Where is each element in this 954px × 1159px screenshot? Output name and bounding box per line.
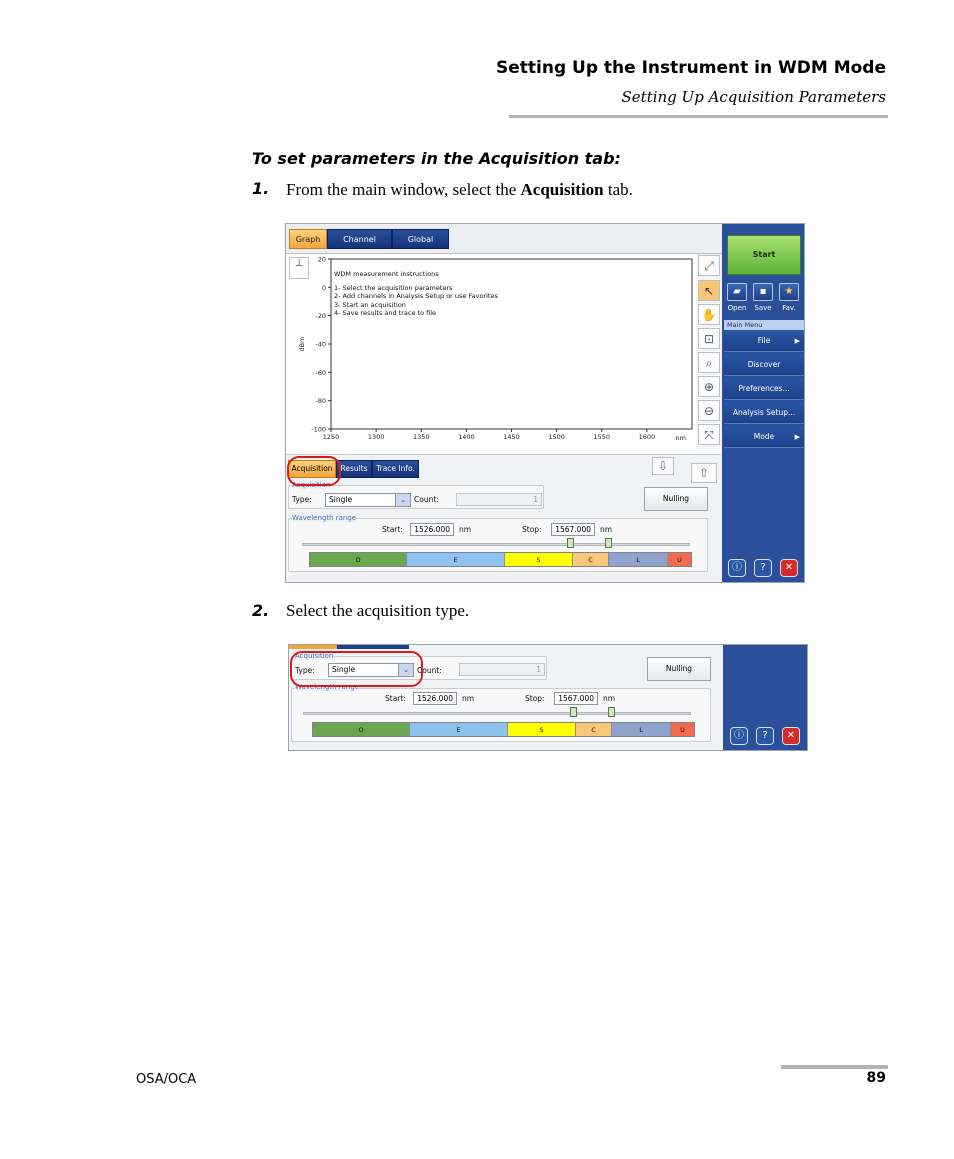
x-axis-label: nm [675, 434, 686, 442]
menu-item-discover[interactable]: Discover [724, 354, 804, 376]
header-rule [509, 115, 888, 118]
zoom-in-icon[interactable]: ⊕ [698, 376, 720, 397]
start-slider-handle[interactable] [570, 707, 577, 717]
tab-trace-info[interactable]: Trace Info. [372, 460, 419, 478]
x-tick-label: 1500 [548, 433, 565, 441]
y-tick-label: 20 [317, 255, 326, 264]
main-sidebar [722, 224, 805, 583]
menu-item-file[interactable]: File ▶ [724, 330, 804, 352]
stop-label: Stop: [522, 525, 542, 534]
start-slider-handle[interactable] [567, 538, 574, 548]
stop-slider-handle[interactable] [608, 707, 615, 717]
marker-icon[interactable]: ⊥ [289, 257, 309, 279]
band-l: L [609, 553, 668, 566]
close-icon[interactable]: ✕ [782, 727, 800, 745]
count-field[interactable]: 1 [459, 663, 545, 676]
count-field[interactable]: 1 [456, 493, 542, 506]
wavelength-slider-track[interactable] [302, 543, 690, 546]
instruction-line: 2- Add channels in Analysis Setup or use Favorites [334, 292, 498, 301]
full-view-icon[interactable]: ⤧ [698, 424, 720, 445]
x-tick-label: 1300 [367, 433, 385, 441]
instruction-line: 4- Save results and trace to file [334, 308, 437, 317]
y-axis-label: dBm [298, 336, 306, 352]
x-tick-label: 1600 [638, 433, 656, 441]
start-wavelength-field[interactable]: 1526.000 [410, 523, 454, 536]
instruction-line: 3- Start an acquisition [334, 300, 406, 309]
start-button[interactable]: Start [727, 235, 801, 275]
graph-toolbar [696, 254, 722, 449]
acquisition-type-screenshot [288, 644, 808, 751]
open-label: Open [727, 304, 747, 312]
collapse-down-icon[interactable]: ⇩ [652, 457, 674, 475]
graph-area [286, 254, 722, 449]
sidebar-fragment [723, 645, 808, 751]
y-tick-label: -60 [315, 368, 326, 377]
chevron-down-icon: ⌄ [398, 664, 413, 676]
favorites-star-icon[interactable]: ★ [779, 283, 799, 301]
type-select-callout [290, 651, 423, 687]
info-icon[interactable]: ⓘ [728, 559, 746, 577]
acquisition-tab-callout [287, 456, 341, 486]
info-icon[interactable]: ⓘ [730, 727, 748, 745]
nulling-button[interactable]: Nulling [647, 657, 711, 681]
help-icon[interactable]: ? [754, 559, 772, 577]
band-l: L [612, 723, 671, 736]
stop-unit: nm [600, 525, 613, 534]
count-label: Count: [417, 666, 442, 675]
stop-label: Stop: [525, 694, 545, 703]
tab-graph[interactable]: Graph [289, 229, 327, 249]
start-label: Start: [382, 525, 403, 534]
cropped-tab-strip [289, 645, 409, 649]
wavelength-range-label: Wavelength range [292, 514, 357, 522]
step-number: 1. [252, 179, 270, 198]
band-u: U [671, 723, 694, 736]
tab-results[interactable]: Results [336, 460, 372, 478]
count-label: Count: [414, 495, 439, 504]
stop-wavelength-field[interactable]: 1567.000 [554, 692, 598, 705]
band-e: E [410, 723, 508, 736]
menu-item-analysis-setup[interactable]: Analysis Setup... [724, 402, 804, 424]
type-select[interactable]: Single ⌄ [328, 663, 414, 677]
pointer-icon[interactable]: ↖ [698, 280, 720, 301]
type-label: Type: [292, 495, 312, 504]
y-tick-label: -100 [311, 425, 326, 434]
band-s: S [505, 553, 573, 566]
nulling-button[interactable]: Nulling [644, 487, 708, 511]
x-tick-label: 1550 [593, 433, 611, 441]
close-icon[interactable]: ✕ [780, 559, 798, 577]
step-number: 2. [252, 601, 270, 620]
footer-product: OSA/OCA [136, 1072, 197, 1087]
step-1 [252, 179, 269, 198]
expand-up-icon[interactable]: ⇧ [691, 463, 717, 483]
band-bar [309, 552, 692, 567]
acquisition-panel [286, 454, 722, 583]
step-2 [252, 601, 269, 620]
arrow-right-icon: ▶ [794, 433, 800, 441]
procedure-title: To set parameters in the Acquisition tab: [252, 149, 621, 168]
footer-rule [781, 1065, 888, 1069]
save-label: Save [754, 304, 772, 312]
main-window-screenshot [285, 223, 805, 583]
zoom-out-icon[interactable]: ⊖ [698, 400, 720, 421]
menu-item-preferences[interactable]: Preferences... [724, 378, 804, 400]
page-number: 89 [866, 1070, 886, 1086]
tab-channel-results[interactable]: Channel [327, 229, 392, 249]
y-tick-label: -80 [315, 397, 326, 406]
stop-slider-handle[interactable] [605, 538, 612, 548]
type-select[interactable]: Single ⌄ [325, 493, 411, 507]
pan-hand-icon[interactable]: ✋ [698, 304, 720, 325]
y-tick-label: 0 [321, 283, 326, 292]
start-wavelength-field[interactable]: 1526.000 [413, 692, 457, 705]
x-tick-label: 1450 [503, 433, 520, 441]
start-label: Start: [385, 694, 406, 703]
fav-label: Fav. [782, 304, 796, 312]
menu-item-mode[interactable]: Mode ▶ [724, 426, 804, 448]
y-tick-label: -20 [315, 312, 326, 321]
arrow-right-icon: ▶ [794, 337, 800, 345]
band-c: C [573, 553, 609, 566]
wavelength-slider-track[interactable] [303, 712, 691, 715]
zoom-icon[interactable]: ⌕ [698, 352, 720, 373]
zoom-area-icon[interactable]: ⊡ [698, 328, 720, 349]
chevron-down-icon: ⌄ [395, 494, 410, 506]
main-menu-header: Main Menu [724, 320, 804, 330]
step-2-text: Select the acquisition type. [286, 601, 470, 620]
page-header-subtitle: Setting Up Acquisition Parameters [621, 88, 886, 106]
help-icon[interactable]: ? [756, 727, 774, 745]
band-u: U [668, 553, 691, 566]
band-o: O [310, 553, 407, 566]
start-unit: nm [462, 694, 475, 703]
top-tab-bar [286, 224, 722, 254]
instructions-box [334, 270, 498, 317]
band-o: O [313, 723, 410, 736]
stop-wavelength-field[interactable]: 1567.000 [551, 523, 595, 536]
instruction-line: 1- Select the acquisition parameters [334, 284, 453, 293]
band-bar [312, 722, 695, 737]
acquisition-group-label: Acquisition [292, 481, 331, 489]
band-e: E [407, 553, 505, 566]
tab-global-results[interactable]: Global [392, 229, 449, 249]
fit-graph-icon[interactable]: ⤢ [698, 255, 720, 276]
x-tick-label: 1350 [412, 433, 430, 441]
stop-unit: nm [603, 694, 616, 703]
start-unit: nm [459, 525, 472, 534]
wavelength-range-label: Wavelength range [295, 683, 360, 691]
type-label: Type: [295, 666, 315, 675]
x-tick-label: 1400 [458, 433, 475, 441]
save-disk-icon[interactable]: ▪ [753, 283, 773, 301]
band-s: S [508, 723, 576, 736]
acquisition-group-label: Acquisition [295, 652, 334, 660]
step-1-text: From the main window, select the Acquisition tab. [286, 180, 633, 199]
open-folder-icon[interactable]: ▰ [727, 283, 747, 301]
x-tick-label: 1250 [322, 433, 340, 441]
page-header-title: Setting Up the Instrument in WDM Mode [495, 58, 886, 78]
y-tick-label: -40 [315, 340, 326, 349]
tab-acquisition[interactable]: Acquisition [288, 460, 336, 478]
band-c: C [576, 723, 612, 736]
instructions-heading: WDM measurement instructions [334, 270, 439, 278]
